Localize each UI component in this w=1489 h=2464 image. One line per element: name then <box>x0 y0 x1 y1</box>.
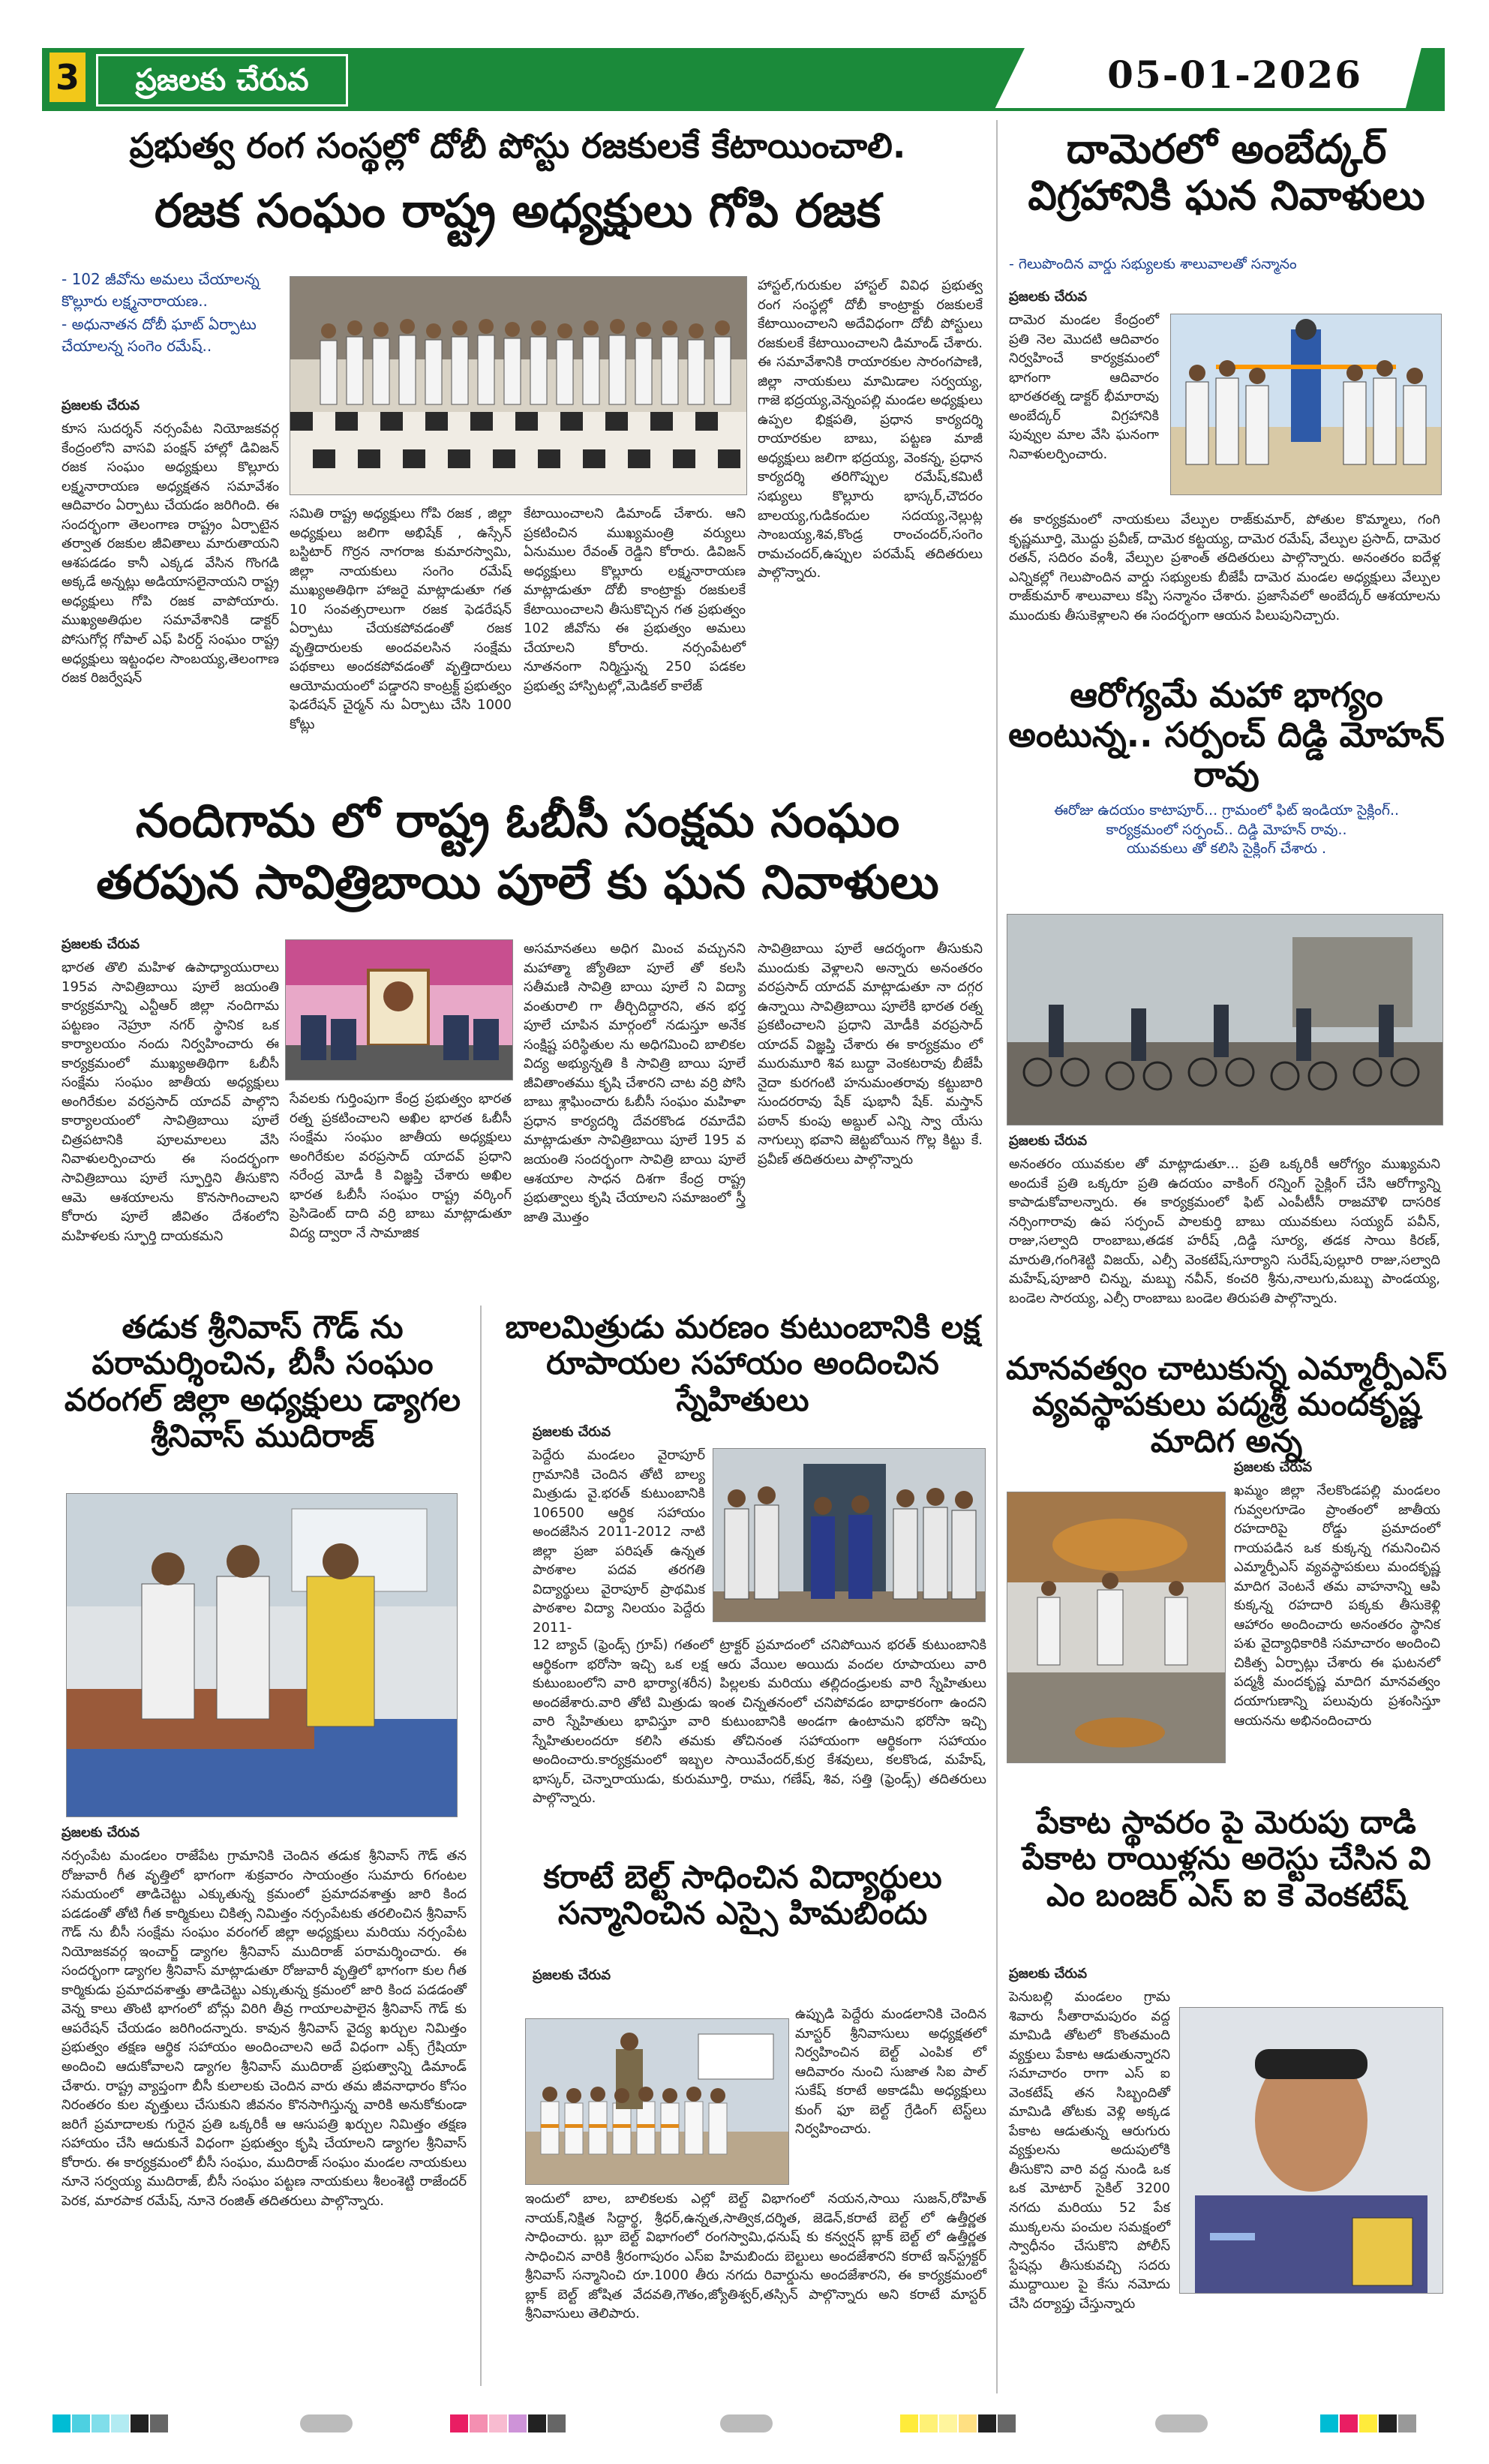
meeting-photo <box>290 277 746 494</box>
story1-bullets <box>62 269 279 359</box>
story1-col1 <box>62 398 279 688</box>
story2-col1-text: దామెర మండల కేంద్రంలో ప్రతి నెల మొదటి ఆదివారం నిర్వహించే కార్యక్రమంలో భాగంగా ఆదివారం భారతరత్న డాక్టర్ భీమారావు అంబేద్కర్ విగ్రహానికి పువ్వుల మాల వేసి ఘనంగా నివాళులర్పించారు. <box>1009 312 1159 462</box>
story7-source: ప్రజలకు చేరువ <box>533 1967 611 1983</box>
color-registration-strip <box>900 2414 1017 2432</box>
story7-body <box>525 2189 986 2324</box>
story4-col4-text: సావిత్రిబాయి పూలే ఆదర్శంగా తీసుకుని ముందుకు వెళ్లాలని అన్నారు అనంతరం వరప్రసాద్ యాదవ్ మాట్లాడుతూ నా దగ్గర ఉన్నాయి సావిత్రిబాయి పూలేకి భారత రత్న ప్రకటించాలని ప్రధాని మోడీకి వరప్రసాద్ యాదవ్ విజ్ఞప్తి చేశారు ఈ కార్యక్రమం లో మురుమూరి శివ బుద్దా వెంకటరావు బీజేపీ నైదా కురగంటి హనుమంతరావు కట్టుబారి సుందరరావు షేక్ షుభానీ షేక్. మస్తాన్ పఠాన్ కుంపు అబ్దుల్ ఎన్ని స్వా యేసు నాగుల్సు భవాని జెట్టబోయిన గొల్ల కిట్టు కే. ప్రవీణ్ తదితరులు పాల్గొన్నారు <box>758 941 983 1168</box>
story7-photo <box>525 2018 789 2185</box>
story1-col2-text: సమితి రాష్ట్ర అధ్యక్షులు గోపి రజక , జిల్లా అధ్యక్షులు జలిగా అభిషేక్ , ఉస్సేన్ బస్టిటార్ గొర్రన నాగరాజ కుమారస్వామి, జిల్లా నాయకులు సంగెం రమేష్ ముఖ్యఅతిథిగా హాజరై మాట్లాడుతూ గత 10 సంవత్సరాలుగా రజక ఫెడరేషన్ ఏర్పాటు చేయకపోవడంతో రజక వృత్తిదారులకు అందవలసిన సంక్షేమ పథకాలు అందకపోవడంతో వృత్తిదారులు ఆయోమయంలో పడ్డారని కాంట్రక్ట్ ప్రభుత్వం ఫెడరేషన్ చైర్మన్ ను ఏర్పాటు చేసి 1000 కోట్లు <box>290 506 512 733</box>
story3-kicker: కార్యక్రమంలో సర్పంచ్.. దిడ్డి మోహన్ రావు.. <box>1106 821 1347 838</box>
story6-body-text: 12 బ్యాచ్ (ఫ్రెండ్స్ గ్రూప్) గతంలో ట్రాక్టర్ ప్రమాదంలో చనిపోయిన భరత్ కుటుంబానికి ఆర్థికంగా భరోసా ఇచ్చి ఒక లక్ష ఆరు వేయిల అయిదు వందల రూపాయలు వారి కుటుంబంలోని వారి భార్యా(శరీన) పిల్లలకు మరియు తల్లిదండ్రులకు వారి స్నేహితులు అందజేశారు.వారి తోటి మిత్రుడు ఇంత చిన్నతనంలో చనిపోవడం బాధాకరంగా ఉందని వారి స్నేహితులు భావిస్తూ వారి కుటుంబానికి అండగా ఉంటామని భరోసా ఇచ్చి స్నేహితులందరూ కలిసి తమకు తోచినంత సహాయంగా ఆర్థికంగా సహాయం అందించారు.కార్యక్రమంలో ఇబ్బల సాయివేందర్,కుర్ర కేశవులు, కలకొండ, మహేష్, భాస్కర్, చెన్నారాయుడు, కురుమూర్తి, రాము, గణేష్, శివ, సత్తి (ఫ్రెండ్స్) తదితరులు పాల్గొన్నారు. <box>533 1637 986 1807</box>
story2-source: ప్రజలకు చేరువ <box>1009 289 1087 305</box>
friends-photo <box>713 1449 985 1621</box>
story2-headline: దామెరలో అంబేద్కర్ విగ్రహానికి ఘన నివాళులు <box>1028 125 1425 220</box>
story2-body <box>1009 510 1440 625</box>
cycling-photo <box>1007 915 1442 1125</box>
story6-headline: బాలమిత్రుడు మరణం కుటుంబానికి లక్ష రూపాయల సహాయం అందించిన స్నేహితులు <box>505 1309 980 1418</box>
story3-headline: ఆరోగ్యమే మహా భాగ్యం అంటున్న.. సర్పంచ్ దిడ్డి మోహన్ రావు <box>1008 675 1445 795</box>
story4-col1-text: భారత తొలి మహిళ ఉపాధ్యాయురాలు 195వ సావిత్రిబాయి పూలే జయంతి కార్యక్రమాన్ని ఎన్టీఆర్ జిల్లా నందిగామ పట్టణం నెహ్రూ నగర్ స్థానిక ఒక కార్యాలయం నందు నిర్వహించారు ఈ కార్యక్రమంలో ముఖ్యఅతిథిగా ఓబీసీ సంక్షేమ సంఘం జాతీయ అధ్యక్షులు అంగిరేకుల వరప్రసాద్ యాదవ్ పాల్గొని కార్యాలయంలో సావిత్రిబాయి పూలే చిత్రపటానికి పూలమాలలు వేసి నివాళులర్పించారు ఈ సందర్భంగా సావిత్రిబాయి పూలే స్ఫూర్తిని తీసుకొని ఆమె ఆశయాలను కొనసాగించాలని కోరారు పూలే జీవితం దేశంలోని మహిళలకు స్ఫూర్తి దాయకమని <box>62 960 279 1244</box>
page-number: 3 <box>50 53 86 102</box>
story7-col1 <box>795 2005 986 2139</box>
police-photo <box>1180 2008 1442 2293</box>
story4-col3-text: అసమానతలు అధిగ మించ వచ్చునని మహాత్మా జ్యోతిబా పూలే తో కలసి సతీమణి సావిత్రి బాయి పూలే ని విద్యా వంతురాలి గా తీర్చిదిద్దారని, తన భర్త పూలే చూపిన మార్గంలో నడుస్తూ అనేక సంక్షిష్ట పరిస్థితుల ను అధిగమించి బాలికల విద్య అభ్యున్నతి కి సావిత్రి బాయి పూలే జీవితాంతము కృషి చేశారని చాట వర్రి పోసి బాబు శ్లాఘించారు ఓబీసీ సంఘం మహిళా ప్రధాన కార్యదర్శి దేవరకొండ రమాదేవి మాట్లాడుతూ సావిత్రిబాయి పూలే 195 వ జయంతి సందర్భంగా సావిత్రి బాయి పూలే ఆశయాల సాధన దిశగా కేంద్ర రాష్ట్ర ప్రభుత్వాలు కృషి చేయాలని సమాజంలో స్త్రీ జాతి మొత్తం <box>524 941 746 1225</box>
hospital-photo <box>67 1494 457 1816</box>
story7-headline: కరాటే బెల్ట్ సాధించిన విద్యార్థులు సన్మానించిన ఎస్సై హిమబిందు <box>543 1859 942 1932</box>
story2-photo <box>1170 314 1442 495</box>
story4-col2-text: సేవలకు గుర్తింపుగా కేంద్ర ప్రభుత్వం భారత రత్న ప్రకటించాలని అఖిల భారత ఓబీసీ సంక్షేమ సంఘం జాతీయ అధ్యక్షులు అంగిరేకుల వరప్రసాద్ యాదవ్ ప్రధాని నరేంద్ర మోడీ కి విజ్ఞప్తి చేశారు అఖిల భారత ఓబీసీ సంఘం రాష్ట్ర వర్కింగ్ ప్రెసిడెంట్ దాది వర్రి బాబు మాట్లాడుతూ విద్య ద్వారా నే సామాజిక <box>290 1091 512 1241</box>
story8-headline: మానవత్వం చాటుకున్న ఎమ్మార్పీఎస్ వ్యవస్థాపకులు పద్మశ్రీ మందకృష్ణ మాదిగ అన్న <box>1006 1350 1447 1459</box>
story1-bullet: - అధునాతన దోబీ ఘాట్ ఏర్పాటు చేయాలన్న సంగెం రమేష్.. <box>62 315 257 355</box>
story4-headline: నందిగామ లో రాష్ట్ర ఓబీసీ సంక్షమ సంఘం <box>135 793 900 848</box>
story6-source: ప్రజలకు చేరువ <box>533 1424 611 1440</box>
masthead-rule <box>42 108 1445 111</box>
story4-headline-2: తరపున సావిత్రిబాయి పూలే కు ఘన నివాళులు <box>96 855 939 909</box>
story5-body <box>62 1825 467 2210</box>
story1-source: ప్రజలకు చేరువ <box>62 398 140 413</box>
color-registration-strip <box>53 2414 170 2432</box>
story4-col1 <box>62 936 279 1246</box>
registration-oval <box>720 2414 774 2432</box>
story2-kicker: - గెలుపొందిన వార్డు సభ్యులకు శాలువాలతో సన్మానం <box>1009 256 1297 272</box>
story1-col4-text: హాస్టల్,గురుకుల హాస్టల్ వివిధ ప్రభుత్వ రంగ సంస్థల్లో దోబీ కాంట్రాక్టు రజకులకే కేటాయించాలని అదేవిధంగా దోబీ పోస్టులు రజకులకే కేటాయించాలని డిమాండ్ చేశారు. ఈ సమావేశానికి రాయారకుల సారంగపాణి, జిల్లా నాయకులు మామిడాల సర్వయ్య, గాజె భద్రయ్య,వెన్నంపల్లి మండల అధ్యక్షులు ఉప్పల భిక్షపతి, ప్రధాన కార్యదర్శి రాయారకుల బాబు, పట్టణ మాజీ అధ్యక్షులు జలిగా భద్రయ్య, వెంకన్న, ప్రధాన కార్యదర్శి తరిగొప్పుల రమేష్,కమిటీ సభ్యులు కొల్లూరు భాస్కర్,చౌదరం బాలయ్య,గుడికందుల సదయ్య,నెల్లుట్ల సాంబయ్య,శివ,కొండ్ర రాంచందర్,సంగెం రామచందర్,ఉప్పుల పరమేష్ తదితరులు పాల్గొన్నారు. <box>758 278 983 581</box>
story3-kickers <box>1005 801 1448 859</box>
story1-col4 <box>758 276 983 583</box>
color-registration-strip <box>450 2414 567 2432</box>
story1-headline: రజక సంఘం రాష్ట్ర అధ్యక్షులు గోపి రజక <box>154 183 881 238</box>
story3-kicker: యువకులు తో కలిసి సైక్లింగ్ చేశారు . <box>1126 840 1327 858</box>
story6-col1-text: పెద్దేరు మండలం వైరాపూర్ గ్రామానికి చెందిన తోటి బాల్య మిత్రుడు వై.భరత్ కుటుంబానికి 106500 ఆర్థిక సహాయం అందజేసిన 2011-2012 నాటి జిల్లా ప్రజా పరిషత్ ఉన్నత పాఠశాల పదవ తరగతి విద్యార్థులు వైరాపూర్ ప్రాథమిక పాఠశాల విద్యా నిలయం పెద్దేరు 2011- <box>533 1447 705 1636</box>
story6-col1 <box>533 1424 705 1637</box>
story9-body-text: పెనుబల్లి మండలం గ్రామ శివారు సీతారామపురం వద్ద మామిడి తోటలో కొంతమంది వ్యక్తులు పేకాట ఆడుతున్నారని సమాచారం రాగా ఎస్ ఐ వెంకటేష్ తన సిబ్బందితో మామిడి తోటకు వెళ్లి అక్కడ పేకాట ఆడుతున్న ఆరుగురు వ్యక్తులను అదుపులోకి తీసుకొని వారి వద్ద నుండి ఒక ఒక మోటార్ సైకిల్ 3200 నగదు మరియు 52 పేక ముక్కలను పంచుల సమక్షంలో స్వాధీనం చేసుకొని పోలీస్ స్టేషన్లు తీసుకువచ్చి సదరు ముద్దాయిల పై కేసు నమోదు చేసి దర్యాప్తు చేస్తున్నారు <box>1009 1989 1170 2312</box>
story3-kicker: ఈరోజు ఉదయం కాటాపూర్... గ్రామంలో ఫిట్ ఇండియా సైక్లింగ్.. <box>1053 802 1400 819</box>
story3-photo <box>1007 914 1443 1125</box>
story5-photo <box>66 1493 458 1817</box>
story5-source: ప్రజలకు చేరువ <box>62 1825 140 1840</box>
story2-col1 <box>1009 289 1159 464</box>
issue-date: 05-01-2026 <box>1107 53 1362 97</box>
story4-col4 <box>758 939 983 1170</box>
story9-body <box>1009 1966 1170 2313</box>
story4-source: ప్రజలకు చేరువ <box>62 936 140 952</box>
registration-oval <box>300 2414 354 2432</box>
story1-col2 <box>290 504 512 735</box>
column-divider <box>480 1306 482 2386</box>
story6-body <box>533 1636 986 1808</box>
story7-body-text: ఇందులో బాల, బాలికలకు ఎల్లో బెల్ట్ విభాగంలో నయన,సాయి సుజన్,రోహిత్ నాయక్,నిక్షిత సిద్దార్థ, శ్రీధర్,ఉన్నత,సాత్విక,దర్శిత, జెడెన్,కరాటే బెల్ట్ లో ఉత్తీర్ణత సాధించారు. బ్లూ బెల్ట్ విభాగంలో రంగస్వామి,ధనుష్ కు కన్వర్షన్ బ్లాక్ బెల్ట్ లో ఉత్తీర్ణత సాధించిన వారికి శ్రీరంగాపురం ఎస్‌ఐ హిమబిందు బెల్టులు అందజేశారని కరాటే ఇన్‌స్ట్రక్టర్ శ్రీనివాస్ సన్మానించి రూ.1000 తీరు నగదు రివార్డును అందజేశారని, ఈ కార్యక్రమంలో బ్లాక్ బెల్ట్ జోషిత వేదవతి,గౌతం,జ్యోతిశ్వర్,తస్సిన్ పాల్గొన్నారు అని కరాటే మాస్టర్ శ్రీనివాసులు తెలిపారు. <box>525 2191 986 2322</box>
story8-photo <box>1007 1492 1226 1763</box>
story1-col3 <box>524 504 746 696</box>
story9-photo <box>1179 2007 1443 2294</box>
dog-photo <box>1007 1492 1225 1762</box>
story3-body-text: అనంతరం యువకుల తో మాట్లాడుతూ... ప్రతి ఒక్కరికీ ఆరోగ్యం ముఖ్యమని అందుకే ప్రతి ఒక్కరూ ప్రతి ఉదయం వాకింగ్ రన్నింగ్ సైక్లింగ్ చేసి ఆరోగ్యాన్ని కాపాడుకోవాలన్నారు. ఈ కార్యక్రమంలో ఫిట్ ఎంపీటీసీ రాజమౌళి దాసరిక నర్సింగారావు ఉప సర్పంచ్ పాలకుర్తి బాబు యువకులు సయ్యద్ పవీన్, రాజు,సల్వాది రాంబాబు,తడక హరీష్ ,దిడ్డి సూర్య, తడక సాయి కిరణ్, మారుతి,గంగిశెట్టి విజయ్, ఎల్సీ వెంకటేష్,సూర్యాని సురేష్,పుల్లూరి రాజు,సల్వాది మహేష్,పూజారి చిన్ను, మబ్బు నవీన్, కంచరి శ్రీను,నాలుగు,మబ్బు పాండయ్య, బండెల సారయ్య, ఎల్సీ రాంబాబు బండెల తిరుపతి పాల్గొన్నారు. <box>1009 1156 1440 1306</box>
story8-body <box>1234 1459 1440 1730</box>
story4-col2 <box>290 1089 512 1243</box>
paper-name: ప్రజలకు చేరువ <box>96 54 348 107</box>
color-registration-strip <box>1320 2414 1418 2432</box>
story1-bullet: - 102 జీవోను అమలు చేయాలన్న కొల్లూరు లక్ష్మనారాయణ.. <box>62 270 260 310</box>
story7-col1-text: ఉప్పుడి పెద్దేరు మండలానికి చెందిన మాస్టర్ శ్రీనివాసులు అధ్యక్షతలో నిర్వహించిన బెల్ట్ ఎంపిక లో ఆదివారం నుంచి సుజాత సిఐ పాల్ సుకేష్ కరాటే అకాడమీ అధ్యక్షులు కుంగ్ ఫూ బెల్ట్ గ్రేడింగ్ టెస్ట్‌లు నిర్వహించారు. <box>795 2006 986 2138</box>
story5-body-text: నర్సంపేట మండలం రాజేపేట గ్రామానికి చెందిన తడుక శ్రీనివాస్ గౌడ్ తన రోజువారీ గీత వృత్తిలో భాగంగా శుక్రవారం సాయంత్రం సుమారు 6గంటల సమయంలో తాడిచెట్టు ఎక్కుతున్న క్రమంలో ప్రమాదవశాత్తు జారి కింద పడడంతో తోటి గీత కార్మికులు చికిత్స నిమిత్తం నర్సంపేటకు తరలించిన శ్రీనివాస్ గౌడ్ ను బీసీ సంక్షేమ సంఘం వరంగల్ జిల్లా అధ్యక్షులు మరియు నర్సంపేట నియోజకవర్గ ఇంచార్జ్ డ్యాగల శ్రీనివాస్ ముదిరాజ్ పరామర్శించారు. ఈ సందర్భంగా డ్యాగల శ్రీనివాస్ మాట్లాడుతూ రోజువారీ వృత్తిలో భాగంగా కుల గీత కార్మికుడు ప్రమాదవశాత్తు తాడిచెట్టు ఎక్కుతున్న క్రమంలో జారి కింద పడడంతో వెన్న కాలు తొంటి భాగంలో బోన్లు విరిగి తీవ్ర గాయాలపాలైన శ్రీనివాస్ గౌడ్ కు ఆపరేషన్ చేయడం జరిగిందన్నారు. కావున శ్రీనివాస్ వైద్య ఖర్చుల నిమిత్తం ప్రభుత్వం తక్షణ ఆర్థిక సహాయం అందించాలని అదే విధంగా ఎక్స్ గ్రేషియా అందించి ఆదుకోవాలని డ్యాగల శ్రీనివాస్ ముదిరాజ్ ప్రభుత్వాన్ని డిమాండ్ చేశారు. రాష్ట్ర వ్యాప్తంగా బీసీ కులాలకు చెందిన వారు తమ జీవనాధారం కోసం నిరంతరం కుల వృత్తులు చేసుకుని జీవనం కొనసాగిస్తున్న వారికి అనుకోకుండా జరిగే ప్రమాదాలకు గురైన ప్రతి ఒక్కరికీ ఆ ఆసుపత్రి ఖర్చుల నిమిత్తం తక్షణ సహాయం చేసి ఆదుకునే విధంగా ప్రభుత్వం కృషి చేయాలని డ్యాగల శ్రీనివాస్ కోరారు. ఈ కార్యక్రమంలో బీసీ సంఘం, ముదిరాజ్ సంఘం మండల నాయకులు నూనె సర్వయ్య ముదిరాజ్, బీసీ సంఘం పట్టణ నాయకులు శీలంశెట్టి రాజేందర్ పెరక, మారపాక రమేష్, నూనె రంజిత్ తదితరులు పాల్గొన్నారు. <box>62 1848 467 2209</box>
story5-headline: తడుక శ్రీనివాస్ గౌడ్ ను పరామర్శించిన, బీసీ సంఘం వరంగల్ జిల్లా అధ్యక్షులు డ్యాగల శ్రీనివాస్ ముదిరాజ్ <box>64 1309 461 1454</box>
story3-body <box>1009 1133 1440 1308</box>
story2-body-text: ఈ కార్యక్రమంలో నాయకులు వేల్పుల రాజ్‌కుమార్, పోతుల కొమ్మాలు, గంగి కృష్ణమూర్తి, మొద్దు ప్రవీణ్, దామెర కట్టయ్య, దామెర రమేష్, వేల్పుల ప్రసాద్, దామెర రతన్, సదిరం వంశీ, వేల్పుల ప్రశాంత్ తదితరులు పాల్గొన్నారు. అనంతరం ఐదేళ్ల ఎన్నికల్లో గెలుపొందిన వార్డు సభ్యులకు బీజేపీ దామెర మండల అధ్యక్షులు వేల్పుల రాజ్‌కుమార్ శాలువాలు కప్పి సన్మానం చేశారు. ప్రజాసేవలో అంబేద్కర్ ఆశయాలను ముందుకు తీసుకెళ్లాలని ఈ సందర్భంగా ఆయన పిలుపునిచ్చారు. <box>1009 512 1440 624</box>
story1-col3-text: కేటాయించాలని డిమాండ్ చేశారు. ఆని ప్రకటించిన ముఖ్యమంత్రి వర్యులు ఏనుముల రేవంత్ రెడ్డిని కోరారు. డివిజన్ అధ్యక్షులు కొల్లూరు లక్ష్మనారాయణ మాట్లాడుతూ దోబీ కాంట్రాక్టు రజకులకే కేటాయించాలని తీసుకొచ్చిన గత ప్రభుత్వం 102 జీవోను ఈ ప్రభుత్వం అమలు చేయాలని కోరారు. నర్సంపేటలో నూతనంగా నిర్మిస్తున్న 250 పడకల ప్రభుత్వ హాస్పిటల్లో,మెడికల్ కాలేజ్ <box>524 506 746 694</box>
story8-source: ప్రజలకు చేరువ <box>1234 1459 1312 1475</box>
column-divider <box>996 120 998 2393</box>
story6-photo <box>713 1448 986 1622</box>
savitribai-photo <box>286 940 512 1080</box>
ambedkar-photo <box>1171 314 1441 494</box>
story1-kicker: ప్రభుత్వ రంగ సంస్థల్లో దోబీ పోస్టు రజకులకే కేటాయించాలి. <box>129 125 906 166</box>
story1-col1-text: కూస సుదర్శన్ నర్సంపేట నియోజకవర్గ కేంద్రంలోని వాసవి పంక్షన్ హాల్లో డివిజన్ రజక సంఘం అధ్యక్షులు కొల్లూరు లక్ష్మనారాయణ అధ్యక్షతన సమావేశం ఆదివారం ఏర్పాటు చేయడం జరిగింది. ఈ సందర్భంగా తెలంగాణ రాష్ట్రం ఏర్పాటైన తర్వాత రజకుల జీవితాలు మారుతాయని ఆశపడడం కానీ ఎక్కడ వేసిన గొంగడి అక్కడే అన్నట్లు అడియాసలైనాయని రాష్ట్ర అధ్యక్షులు గోపి రజక వాపోయారు. ముఖ్యఅతిథుల సమావేశానికి డాక్టర్ పోసుగోర్ల గోపాల్ ఎఫ్ పిరర్డ్ సంఘం రాష్ట్ర అధ్యక్షులు ఇట్టంధల సాంబయ్య,తెలంగాణ రజక రిజర్వేషన్ <box>62 421 279 687</box>
story4-photo <box>285 939 513 1080</box>
registration-oval <box>1155 2414 1209 2432</box>
story3-source: ప్రజలకు చేరువ <box>1009 1133 1087 1149</box>
story1-photo <box>290 276 747 495</box>
story9-headline: పేకాట స్థావరం పై మెరుపు దాడి పేకాట రాయిళ్లను అరెస్టు చేసిన వి ఎం బంజర్ ఎస్ ఐ కె వెంకటేష్ <box>1022 1804 1431 1913</box>
story4-col3 <box>524 939 746 1227</box>
story8-body-text: ఖమ్మం జిల్లా నేలకొండపల్లి మండలం గువ్వలగూడెం ప్రాంతంలో జాతీయ రహదారిపై రోడ్డు ప్రమాదంలో గాయపడిన ఒక కుక్కన్న గమనించిన ఎమ్మార్పీఎస్ వ్యవస్థాపకులు మందకృష్ణ మాదిగ వెంటనే తమ వాహనాన్ని ఆపి కుక్కన్న రహదారి పక్కకు తీసుకెళ్లి ఆహారం అందించారు అనంతరం స్థానిక పశు వైద్యాధికారికి సమాచారం అందించి చికిత్స ఏర్పాట్లు చేశారు ఈ ఘటనలో పద్మశ్రీ మందకృష్ణ మాదిగ మానవత్వం దయాగుణాన్ని పలువురు ప్రశంసిస్తూ ఆయనను అభినందించారు <box>1234 1483 1440 1729</box>
masthead-corner <box>1406 48 1445 108</box>
story9-source: ప్రజలకు చేరువ <box>1009 1966 1087 1982</box>
karate-photo <box>526 2019 788 2184</box>
masthead <box>42 48 1445 108</box>
